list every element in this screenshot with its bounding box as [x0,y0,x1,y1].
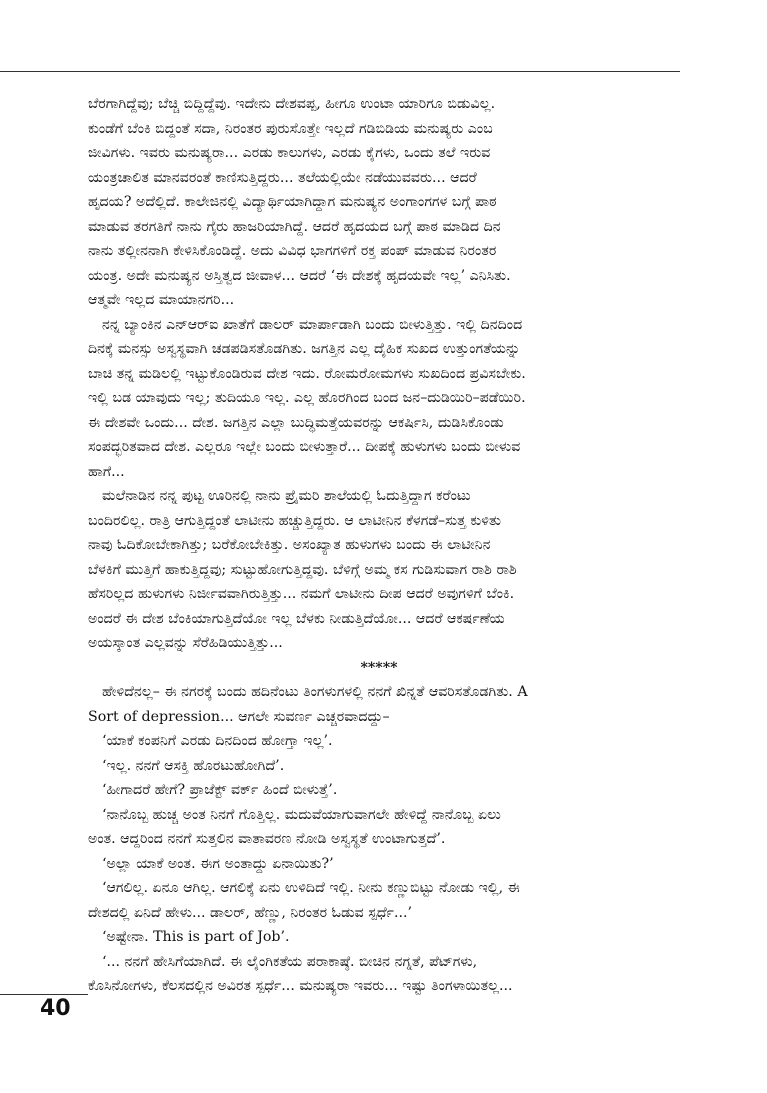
text-line: ನಾನು ತಲ್ಲೀನನಾಗಿ ಕೇಳಿಸಿಕೊಂಡಿದ್ದೆ. ಅದು ವಿವಿಧ ಭಾಗಗಳಿಗೆ ರಕ್ತ ಪಂಪ್ ಮಾಡುವ ನಿರಂತರ [88,243,497,259]
text-line: ಹೃದಯ? ಅದೆಲ್ಲಿದೆ. ಕಾಲೇಜಿನಲ್ಲಿ ವಿದ್ಯಾರ್ಥಿಯಾಗಿದ್ದಾಗ ಮನುಷ್ಯನ ಅಂಗಾಂಗಗಳ ಬಗ್ಗೆ ಪಾಠ [88,194,497,210]
text-line: ‘ಯಾಕೆ ಕಂಪನಿಗೆ ಎರಡು ದಿನದಿಂದ ಹೋಗ್ತಾ ಇಲ್ಲ’. [102,733,333,749]
paragraph [88,876,670,925]
text-line: ಬೆರಗಾಗಿದ್ದೆವು; ಬೆಚ್ಚಿ ಬಿದ್ದಿದ್ದೆವು. ಇದೇನು ದೇಶವಪ್ಪ, ಹೀಗೂ ಉಂಟಾ ಯಾರಿಗೂ ಬಿಡುವಿಲ್ಲ. [88,96,496,112]
paragraph [88,92,670,313]
text-line: ಬಂದಿರಲಿಲ್ಲ. ರಾತ್ರಿ ಆಗುತ್ತಿದ್ದಂತೆ ಲಾಟೀನು ಹಚ್ಚುತ್ತಿದ್ದರು. ಆ ಲಾಟೀನಿನ ಕೆಳಗಡೆ–ಸುತ್ತ ಕುಳಿತು [88,512,502,529]
paragraph [88,852,670,877]
text-line: ಸಂಪದ್ಭರಿತವಾದ ದೇಶ. ಎಲ್ಲರೂ ಇಲ್ಲೇ ಬಂದು ಬೀಳುತ್ತಾರೆ... ದೀಪಕ್ಕೆ ಹುಳುಗಳು ಬಂದು ಬೀಳುವ [88,439,521,455]
paragraph [88,729,670,754]
page-body [88,92,670,999]
text-line: ಹೇಳಿದೆನಲ್ಲ– ಈ ನಗರಕ್ಕೆ ಬಂದು ಹದಿನೆಂಟು ತಿಂಗಳುಗಳಲ್ಲಿ ನನಗೆ ಖಿನ್ನತೆ ಆವರಿಸತೊಡಗಿತು. A [102,684,528,700]
text-line: ‘ಅಷ್ಟೇನಾ. This is part of Job’. [102,929,290,945]
text-line: ‘ಆಗಲಿಲ್ಲ. ಏನೂ ಆಗಿಲ್ಲ. ಆಗಲಿಕ್ಕೆ ಏನು ಉಳಿದಿದೆ ಇಲ್ಲಿ. ನೀನು ಕಣ್ಣುಬಿಟ್ಟು ನೋಡು ಇಲ್ಲಿ, ಈ [102,880,520,896]
text-line: ‘ಇಲ್ಲ. ನನಗೆ ಆಸಕ್ತಿ ಹೊರಟುಹೋಗಿದೆ’. [102,757,285,774]
paragraph [88,754,670,779]
text-line: ಮಾಡುವ ತರಗತಿಗೆ ನಾನು ಗೈರು ಹಾಜರಿಯಾಗಿದ್ದೆ. ಆದರೆ ಹೃದಯದ ಬಗ್ಗೆ ಪಾಠ ಮಾಡಿದ ದಿನ [88,218,501,235]
text-line: ‘ಹೀಗಾದರೆ ಹೇಗೆ? ಪ್ರಾಜೆಕ್ಟ್ ವರ್ಕ್ ಹಿಂದೆ ಬೀಳುತ್ತೆ’. [102,782,338,798]
text-line: ಬಾಚಿ ತನ್ನ ಮಡಿಲಲ್ಲಿ ಇಟ್ಟುಕೊಂಡಿರುವ ದೇಶ ಇದು. ರೋಮರೋಮಗಳು ಸುಖದಿಂದ ಪ್ರವಿಸಬೇಕು. [88,365,526,382]
footer-rule [0,994,88,995]
text-line: ಆತ್ಮವೇ ಇಲ್ಲದ ಮಾಯಾನಗರಿ... [88,292,235,308]
text-line: ದೇಶದಲ್ಲಿ ಏನಿದೆ ಹೇಳು... ಡಾಲರ್, ಹೆಣ್ಣು, ನಿರಂತರ ಓಡುವ ಸ್ಪರ್ಧೆ...’ [88,904,413,921]
text-line: ಅಯಸ್ಕಾಂತ ಎಲ್ಲವನ್ನು ಸೆರೆಹಿಡಿಯುತ್ತಿತ್ತು... [88,635,283,651]
text-block-before-separator [88,92,670,656]
paragraph [88,950,670,999]
paragraph [88,925,670,950]
text-line: ಅಂದರೆ ಈ ದೇಶ ಬೆಂಕಿಯಾಗುತ್ತಿದೆಯೋ ಇಲ್ಲ ಬೆಳಕು ನೀಡುತ್ತಿದೆಯೋ... ಆದರೆ ಆಕರ್ಷಣೆಯ [88,610,505,627]
text-line: ನಾವು ಓದಿಕೋಬೇಕಾಗಿತ್ತು; ಬರೆಕೋಬೇಕಿತ್ತು. ಅಸಂಖ್ಯಾತ ಹುಳುಗಳು ಬಂದು ಈ ಲಾಟೀನಿನ [88,537,491,553]
text-line: ‘ಅಲ್ಲಾ ಯಾಕೆ ಅಂತ. ಈಗ ಅಂತಾದ್ದು ಏನಾಯಿತು?’ [102,855,334,872]
text-line: Sort of depression... ಆಗಲೇ ಸುವರ್ಣ ಎಚ್ಚರವಾದದ್ದು– [88,708,390,725]
paragraph [88,680,670,729]
text-line: ದಿನಕ್ಕೆ ಮನಸ್ಸು ಅಸ್ವಸ್ಥವಾಗಿ ಚಡಪಡಿಸತೊಡಗಿತು. ಜಗತ್ತಿನ ಎಲ್ಲ ದೈಹಿಕ ಸುಖದ ಉತ್ತುಂಗತೆಯನ್ನು [88,341,521,357]
text-line: ಮಲೆನಾಡಿನ ನನ್ನ ಪುಟ್ಟ ಊರಿನಲ್ಲಿ ನಾನು ಪ್ರೈಮರಿ ಶಾಲೆಯಲ್ಲಿ ಓದುತ್ತಿದ್ದಾಗ ಕರೆಂಟು [102,488,471,504]
text-line: ಹೆಸರಿಲ್ಲದ ಹುಳುಗಳು ನಿರ್ಜೀವವಾಗಿರುತ್ತಿತ್ತು... ನಮಗೆ ಲಾಟೀನು ದೀಪ ಆದರೆ ಅವುಗಳಿಗೆ ಬೆಂಕಿ. [88,586,515,602]
paragraph [88,778,670,803]
text-block-after-separator [88,680,670,999]
paragraph [88,313,670,485]
text-line: ಹಾಗೆ... [88,463,125,480]
text-line: ಈ ದೇಶವೇ ಒಂದು... ದೇಶ. ಜಗತ್ತಿನ ಎಲ್ಲಾ ಬುದ್ಧಿಮತ್ತೆಯವರನ್ನು ಆಕರ್ಷಿಸಿ, ದುಡಿಸಿಕೊಂಡು [88,414,504,431]
text-line: ಕುಂಡೆಗೆ ಬೆಂಕಿ ಬಿದ್ದಂತೆ ಸದಾ, ನಿರಂತರ ಪುರುಸೊತ್ತೇ ಇಲ್ಲದೆ ಗಡಿಬಿಡಿಯ ಮನುಷ್ಯರು ಎಂಬ [88,120,493,137]
text-line: ‘ನಾನೊಬ್ಬ ಹುಚ್ಚ ಅಂತ ನಿನಗೆ ಗೊತ್ತಿಲ್ಲ. ಮದುವೆಯಾಗುವಾಗಲೇ ಹೇಳಿದ್ದೆ ನಾನೊಬ್ಬ ಏಲು [102,806,501,823]
text-line: ಕೊಸಿನೋಗಳು, ಕೆಲಸದಲ್ಲಿನ ಅವಿರತ ಸ್ಪರ್ಧೆ... ಮನುಷ್ಯರಾ ಇವರು... ಇಷ್ಟು ತಿಂಗಳಾಯಿತಲ್ಲ... [88,978,513,994]
text-line: ಬೆಳಕಿಗೆ ಮುತ್ತಿಗೆ ಹಾಕುತ್ತಿದ್ದವು; ಸುಟ್ಟುಹೋಗುತ್ತಿದ್ದವು. ಬೆಳಿಗ್ಗೆ ಅಮ್ಮ ಕಸ ಗುಡಿಸುವಾಗ ರಾಶಿ ರಾಶಿ [88,561,517,578]
text-line: ನನ್ನ ಬ್ಯಾಂಕಿನ ಎನ್‌ಆರ್‌ಐ ಖಾತೆಗೆ ಡಾಲರ್ ಮಾರ್ಪಾಡಾಗಿ ಬಂದು ಬೀಳುತ್ತಿತ್ತು. ಇಲ್ಲಿ ದಿನದಿಂದ [102,316,523,333]
text-line: ಅಂತ. ಆದ್ದರಿಂದ ನನಗೆ ಸುತ್ತಲಿನ ವಾತಾವರಣ ನೋಡಿ ಅಸ್ವಸ್ಥತೆ ಉಂಟಾಗುತ್ತದೆ’. [88,831,446,847]
text-line: ಇಲ್ಲಿ ಬಡ ಯಾವುದು ಇಲ್ಲ; ತುದಿಯೂ ಇಲ್ಲ. ಎಲ್ಲ ಹೊರಗಿಂದ ಬಂದ ಜನ–ದುಡಿಯಿರಿ–ಪಡೆಯಿರಿ. [88,390,526,406]
text-line: ಯಂತ್ರಚಾಲಿತ ಮಾನವರಂತೆ ಕಾಣಿಸುತ್ತಿದ್ದರು... ತಲೆಯಲ್ಲಿಯೇ ನಡೆಯುವವರು... ಆದರೆ [88,169,477,186]
text-line: ಜೀವಿಗಳು. ಇವರು ಮನುಷ್ಯರಾ... ಎರಡು ಕಾಲುಗಳು, ಎರಡು ಕೈಗಳು, ಒಂದು ತಲೆ ಇರುವ [88,145,491,161]
paragraph [88,803,670,852]
header-rule [0,71,680,72]
text-line: ‘... ನನಗೆ ಹೇಸಿಗೆಯಾಗಿದೆ. ಈ ಲೈಂಗಿಕತೆಯ ಪರಾಕಾಷ್ಠೆ. ಬೀಚಿನ ನಗ್ನತೆ, ಪೆಟ್‌ಗಳು, [102,953,478,970]
text-line: ಯಂತ್ರ. ಅದೇ ಮನುಷ್ಯನ ಅಸ್ತಿತ್ವದ ಜೀವಾಳ... ಆದರೆ ‘ಈ ದೇಶಕ್ಕೆ ಹೃದಯವೇ ಇಲ್ಲ’ ಎನಿಸಿತು. [88,267,511,284]
section-separator: ***** [360,659,398,676]
paragraph [88,484,670,656]
page-number: 40 [40,996,71,1021]
